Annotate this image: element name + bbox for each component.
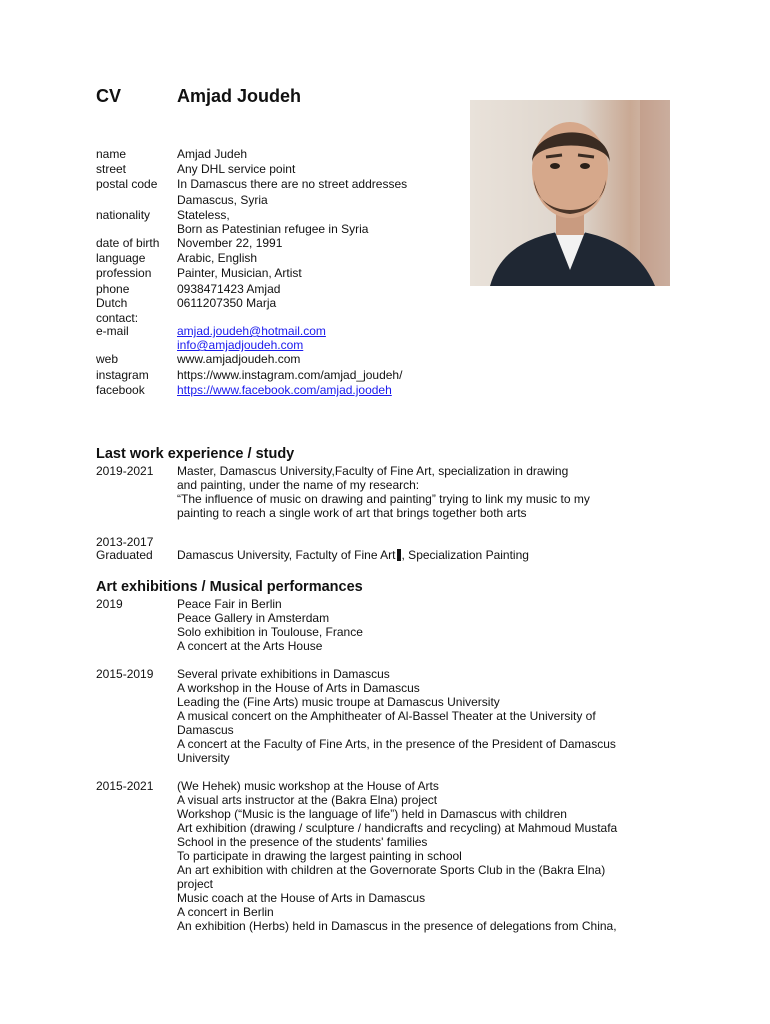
exhibition-item: An art exhibition with children at the Governorate Sports Club in the (Bakra Elna)	[177, 863, 606, 877]
instagram-value: https://www.instagram.com/amjad_joudeh/	[177, 368, 403, 382]
exhibition-year-1: 2019	[96, 597, 123, 611]
page-title: Amjad Joudeh	[177, 86, 302, 106]
work-year-1: 2019-2021	[96, 464, 154, 478]
exhibition-item: Solo exhibition in Toulouse, France	[177, 625, 363, 639]
work-line: “The influence of music on drawing and painting” trying to link my music to my	[177, 492, 590, 506]
profession-value: Painter, Musician, Artist	[177, 266, 302, 280]
exhibition-item: School in the presence of the students' families	[177, 835, 428, 849]
work-line: painting to reach a single work of art that brings together both arts	[177, 506, 527, 520]
nationality-label: nationality	[96, 208, 151, 222]
exhibition-item: University	[177, 751, 230, 765]
dob-label: date of birth	[96, 236, 160, 250]
nationality-value: Stateless,	[177, 208, 230, 222]
exhibition-item: Several private exhibitions in Damascus	[177, 667, 390, 681]
instagram-label: instagram	[96, 368, 149, 382]
exhibition-item: Workshop (“Music is the language of life”) held in Damascus with children	[177, 807, 567, 821]
portrait-photo	[470, 100, 670, 286]
exhibition-item: Damascus	[177, 723, 234, 737]
exhibition-item: Peace Fair in Berlin	[177, 597, 282, 611]
nationality-note: Born as Patestinian refugee in Syria	[177, 222, 369, 236]
city-value: Damascus, Syria	[177, 193, 268, 207]
dutch-contact-value: 0611207350 Marja	[177, 296, 277, 310]
name-value: Amjad Judeh	[177, 147, 248, 161]
exhibition-item: A concert at the Arts House	[177, 639, 323, 653]
dutch-contact-label-2: contact:	[96, 311, 139, 325]
exhibition-item: To participate in drawing the largest painting in school	[177, 849, 462, 863]
study-text: Damascus University, Factulty of Fine Art	[177, 548, 396, 562]
work-line: and painting, under the name of my research:	[177, 478, 420, 492]
exhibition-year-3: 2015-2021	[96, 779, 154, 793]
exhibition-item: Leading the (Fine Arts) music troupe at Damascus University	[177, 695, 500, 709]
exhibition-item: (We Hehek) music workshop at the House of Arts	[177, 779, 439, 793]
dutch-contact-label: Dutch	[96, 296, 128, 310]
facebook-label: facebook	[96, 383, 145, 397]
exhibition-item: A workshop in the House of Arts in Damascus	[177, 681, 420, 695]
exhibition-item: An exhibition (Herbs) held in Damascus in the presence of delegations from China,	[177, 919, 617, 933]
text-cursor	[397, 549, 401, 561]
phone-label: phone	[96, 282, 130, 296]
street-value: Any DHL service point	[177, 162, 296, 176]
name-label: name	[96, 147, 127, 161]
web-label: web	[96, 352, 119, 366]
postal-code-label: postal code	[96, 177, 158, 191]
exhibition-year-2: 2015-2019	[96, 667, 154, 681]
portrait-image	[470, 100, 670, 286]
dob-value: November 22, 1991	[177, 236, 283, 250]
exhibition-item: Art exhibition (drawing / sculpture / handicrafts and recycling) at Mahmoud Mustafa	[177, 821, 618, 835]
postal-code-value: In Damascus there are no street addresses	[177, 177, 408, 191]
language-value: Arabic, English	[177, 251, 258, 265]
email-link-1[interactable]: amjad.joudeh@hotmail.com	[177, 324, 326, 338]
exhibition-item: A concert at the Faculty of Fine Arts, in the presence of the President of Damascus	[177, 737, 616, 751]
email-label: e-mail	[96, 324, 129, 338]
study-text-end: , Specialization Painting	[401, 548, 529, 562]
phone-value: 0938471423 Amjad	[177, 282, 281, 296]
exhibition-item: Music coach at the House of Arts in Damascus	[177, 891, 426, 905]
web-value: www.amjadjoudeh.com	[177, 352, 301, 366]
exhibition-item: A concert in Berlin	[177, 905, 274, 919]
exhibition-item: project	[177, 877, 214, 891]
street-label: street	[96, 162, 127, 176]
facebook-link[interactable]: https://www.facebook.com/amjad.joodeh	[177, 383, 392, 397]
language-label: language	[96, 251, 146, 265]
work-heading: Last work experience / study	[96, 446, 295, 462]
work-line: Master, Damascus University,Faculty of Fine Art, specialization in drawing	[177, 464, 569, 478]
work-status: Graduated	[96, 548, 153, 562]
exhibition-item: Peace Gallery in Amsterdam	[177, 611, 330, 625]
work-year-2: 2013-2017	[96, 535, 154, 549]
email-link-2[interactable]: info@amjadjoudeh.com	[177, 338, 304, 352]
exhibition-item: A musical concert on the Amphitheater of Al-Bassel Theater at the University of	[177, 709, 596, 723]
exhibition-item: A visual arts instructor at the (Bakra Elna) project	[177, 793, 438, 807]
work-line	[177, 548, 529, 562]
profession-label: profession	[96, 266, 152, 280]
cv-label: CV	[96, 86, 122, 106]
exhibitions-heading: Art exhibitions / Musical performances	[96, 579, 363, 595]
